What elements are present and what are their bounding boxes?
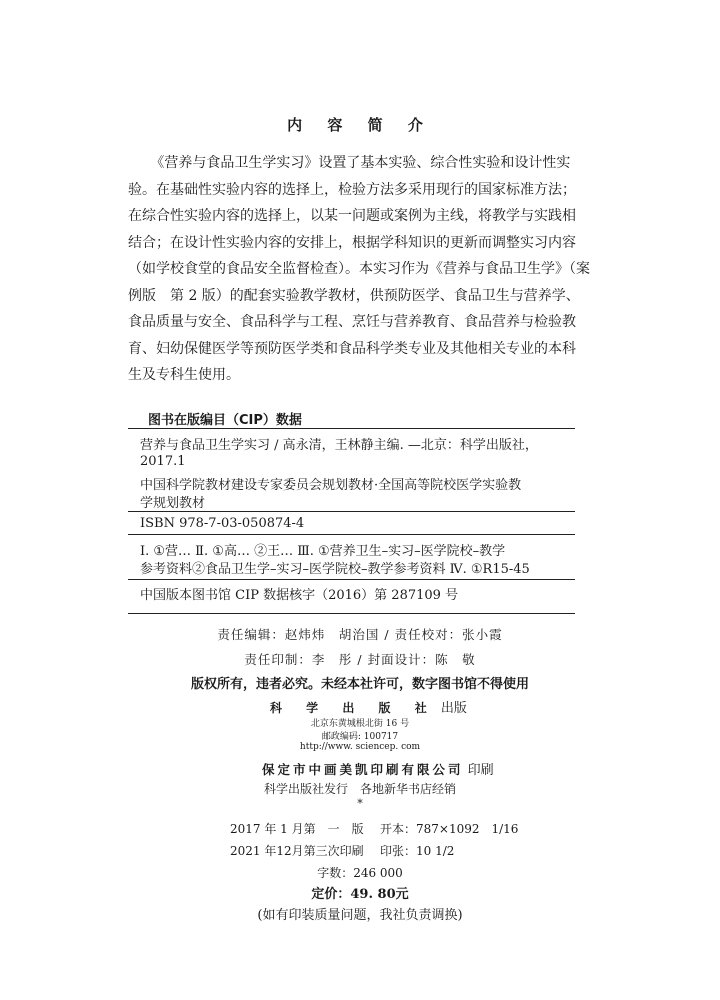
intro-line: （如学校食堂的食品安全监督检查）。本实习作为《营养与食品卫生学》（案 [128, 261, 590, 277]
intro-line: 《营养与食品卫生学实习》设置了基本实验、综合性实验和设计性实 [150, 155, 571, 171]
distribution-line: 科学出版社发行 各地新华书店经销 [263, 782, 456, 796]
intro-line: 育、妇幼保健医学等预防医学类和食品科学类专业及其他相关专业的本科 [128, 340, 576, 357]
intro-line: 生及专科生使用。 [128, 367, 240, 383]
cip-heading: 图书在版编目（CIP）数据 [148, 413, 302, 428]
intro-line: 例版 第 2 版）的配套实验教学教材，供预防医学、食品卫生与营养学、 [128, 287, 580, 304]
copyright-notice: 版权所有，违者必究。未经本社许可，数字图书馆不得使用 [190, 677, 529, 692]
cip-classification: Ⅰ. ①营… Ⅱ. ①高… ②王… Ⅲ. ①营养卫生–实习–医学院校–教学 [140, 544, 506, 559]
cip-series-line-2: 学规划教材 [140, 496, 206, 511]
intro-line: 在综合性实验内容的选择上，以某一问题或案例为主线，将教学与实践相 [128, 208, 576, 224]
intro-line: 食品质量与安全、食品科学与工程、烹饪与营养教育、食品营养与检验教 [128, 314, 576, 330]
editor-credits: 责任编辑：赵炜炜 胡治国 / 责任校对：张小霞 [217, 627, 503, 642]
printed-sheets: 印张：10 1/2 [380, 844, 455, 858]
publisher-postcode: 邮政编码: 100717 [321, 732, 399, 742]
publisher-name: 科 学 出 版 社 [270, 701, 437, 715]
cip-isbn: ISBN 978-7-03-050874-4 [140, 516, 305, 531]
book-format: 开本：787×1092 1/16 [380, 822, 519, 836]
cip-classification-2: 参考资料②食品卫生学–实习–医学院校–教学参考资料 Ⅳ. ①R15-45 [140, 562, 530, 577]
publisher-address: 北京东黄城根北街 16 号 [310, 719, 410, 729]
printer-line [262, 759, 494, 778]
cip-series-line: 中国科学院教材建设专家委员会规划教材·全国高等院校医学实验教 [140, 478, 522, 493]
word-count: 字数：246 000 [317, 866, 403, 880]
publisher-line [270, 697, 467, 716]
cip-year-line: 2017.1 [140, 454, 186, 469]
edition-date: 2017 年 1 月第 一 版 [230, 822, 364, 836]
price: 定价：49. 80元 [311, 887, 409, 902]
intro-text [128, 150, 598, 389]
quality-notice: (如有印装质量问题，我社负责调换) [257, 908, 463, 923]
cip-number: 中国版本图书馆 CIP 数据核字（2016）第 287109 号 [140, 588, 459, 603]
print-credits: 责任印制：李 彤 / 封面设计：陈 敬 [244, 652, 476, 667]
separator-star: * [357, 797, 363, 810]
publisher-suffix: 出版 [440, 701, 467, 716]
printer-suffix: 印刷 [467, 763, 494, 778]
intro-line: 结合；在设计性实验内容的安排上，根据学科知识的更新而调整实习内容 [128, 234, 576, 251]
reprint-date: 2021 年12月第三次印刷 [230, 844, 364, 858]
printer-name: 保定市中画美凯印刷有限公司 [262, 762, 464, 777]
intro-title: 内 容 简 介 [287, 116, 433, 134]
intro-line: 验。在基础性实验内容的选择上，检验方法多采用现行的国家标准方法； [128, 181, 576, 198]
cip-divider [128, 511, 575, 512]
cip-data-block [128, 428, 575, 614]
cip-title-line: 营养与食品卫生学实习 / 高永清，王林静主编. —北京：科学出版社， [140, 438, 538, 453]
publisher-url: http://www. sciencep. com [299, 742, 421, 752]
cip-divider [128, 534, 575, 535]
cip-divider [128, 579, 575, 580]
